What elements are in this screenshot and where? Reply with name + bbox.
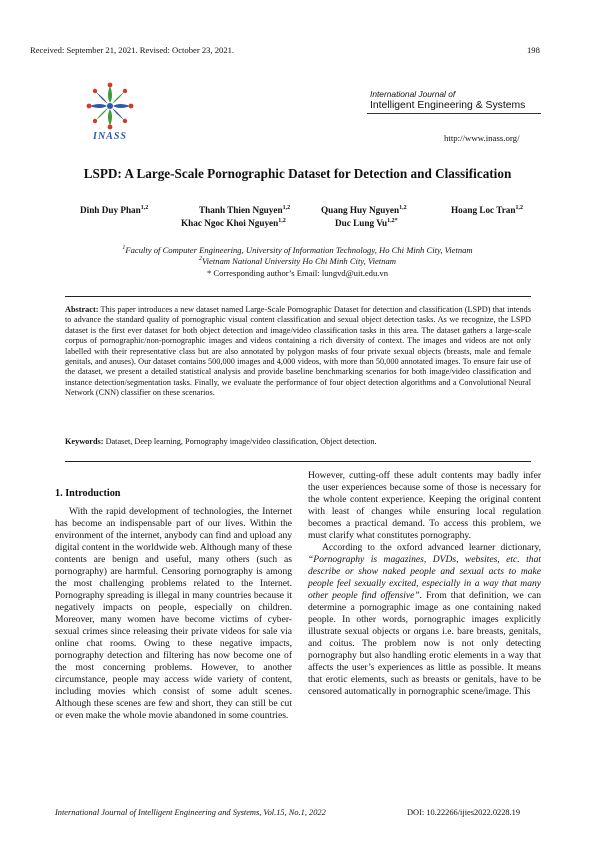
right-column [308,470,541,698]
right-paragraph-1: However, cutting-off these adult contents may badly infer the user experiences because some of those is necessary for the whole content experience. Keeping the original content with least of changes while ensuring local regulation becomes a practical demand. To access this problem, we must clarify what constitutes pornography. [308,470,541,541]
keywords [65,437,531,447]
abstract-label: Abstract: [65,305,99,314]
footer-journal: International Journal of Intelligent Engineering and Systems, Vol.15, No.1, 2022 [55,808,326,817]
page-number: 198 [527,45,540,55]
footer-doi: DOI: 10.22266/ijies2022.0228.19 [407,808,521,817]
author-affil-sup: 1,2 [278,218,286,224]
author-affil-sup: 1,2 [515,205,523,211]
author-2 [199,205,290,215]
author-name: Duc Lung Vu [335,218,388,229]
affiliation-2 [0,256,595,266]
keywords-text: Dataset, Deep learning, Pornography image/video classification, Object detection. [105,437,377,446]
author-name: Hoang Loc Tran [451,205,516,216]
paper-title: LSPD: A Large-Scale Pornographic Dataset for Detection and Classification [83,166,512,181]
journal-name-line1: International Journal of [370,89,456,99]
abstract-bottom-rule [65,461,531,462]
author-6 [335,218,398,228]
author-affil-sup: 1,2 [140,205,149,211]
author-1 [80,205,148,215]
journal-url[interactable]: http://www.inass.org/ [444,133,520,143]
paragraph-text: According to the oxford advanced learner dictionary, [322,542,541,553]
affiliation-text: Faculty of Computer Engineering, University of Information Technology, Ho Chi Minh City, Vietnam [125,245,473,255]
journal-name-line2: Intelligent Engineering & Systems [370,100,526,111]
intro-paragraph: With the rapid development of technologies, the Internet has become an indispensable part of our lives. Within the environment of the internet, anybody can find and upload any digital content in the worldwide web. Although many of these contents are benign and useful, many others (such as pornography) are harmful. Censoring pornography is among the most challenging problems related to the Internet. Pornography spreading is illegal in many countries because it negatively impacts on people, especially on children. Moreover, many women have become victims of cyber-sexual crimes since releasing their private videos for sale via online chat rooms. Owing to these negative impacts, pornography detection and filtering has now become one of the most concerning problems. However, to another circumstance, people may access wide variety of content, including movies which consist of some adult scenes. Although these scenes are few and short, they can still be cut or even make the whole movie abandoned in some countries. [55,506,292,721]
abstract [65,305,531,399]
left-column [55,488,292,722]
author-affil-sup: 1,2 [399,205,407,211]
section-heading-introduction: 1. Introduction [55,488,121,499]
logo-text: INASS [93,131,127,142]
inass-logo [82,82,138,144]
author-name: Thanh Thien Nguyen [199,205,283,216]
author-name: Khac Ngoc Khoi Nguyen [181,218,279,229]
abstract-top-rule [65,296,531,297]
corresponding-author: * Corresponding author’s Email: lungvd@uit.edu.vn [206,268,389,278]
affiliation-sup: 2 [199,256,202,263]
author-name: Quang Huy Nguyen [321,205,400,216]
journal-rule [367,113,541,114]
received-dates: Received: September 21, 2021. Revised: October 23, 2021. [30,45,235,55]
dictionary-quote: “Pornography is magazines, DVDs, websites, etc. that describe or show naked people and sexual acts to make people feel sexually excited, especially in a way that many other people find offensive”. [308,554,541,601]
author-name: Dinh Duy Phan [80,205,141,216]
affiliation-text: Vietnam National University Ho Chi Minh City, Vietnam [202,256,396,266]
keywords-label: Keywords: [65,437,104,446]
abstract-text: This paper introduces a new dataset named Large-Scale Pornographic Dataset for detection and classification (LSPD) that intends to advance the standard quality of pornographic visual content classification and sexual object detection tasks. As we recognize, the LSPD dataset is the first ever dataset for both object detection and image/video classification tasks in this area. The dataset gathers a large-scale corpus of pornographic/non-pornographic images and videos containing a rich diversity of context. The images and videos are not only labelled with their representative class but are also annotated by polygon masks of four private sexual objects (breasts, male and female genitals, and anuses). Our dataset contains 500,000 images and 4,000 videos, with more than 50,000 annotated images. To ensure fair use of the dataset, we present a detailed statistical analysis and provide baseline benchmarking scenarios for both image/video classification and instance detection/segmentation tasks. Finally, we evaluate the performance of four object detection algorithms and a Convolutional Neural Network (CNN) classifier on these scenarios. [65,305,531,398]
author-affil-sup: 1,2 [282,205,291,211]
affiliation-sup: 1 [122,245,126,252]
author-4 [451,205,523,215]
author-5 [181,218,286,228]
paragraph-text: From that definition, we can determine a pornographic image as one containing naked people. In other words, pornographic images explicitly illustrate sexual objects or organs i.e. bare breasts, genitals, and coitus. The problem now is not only detecting pornography but also handling erotic elements in a way that affects the user’s experiences as little as possible. It means that erotic elements, such as breasts or genitals, have to be censored automatically in pornographic scene/image. This [308,590,541,697]
right-paragraph-2 [308,542,541,698]
affiliation-1 [0,245,595,255]
author-3 [321,205,407,215]
author-affil-sup: 1,2* [387,218,398,224]
